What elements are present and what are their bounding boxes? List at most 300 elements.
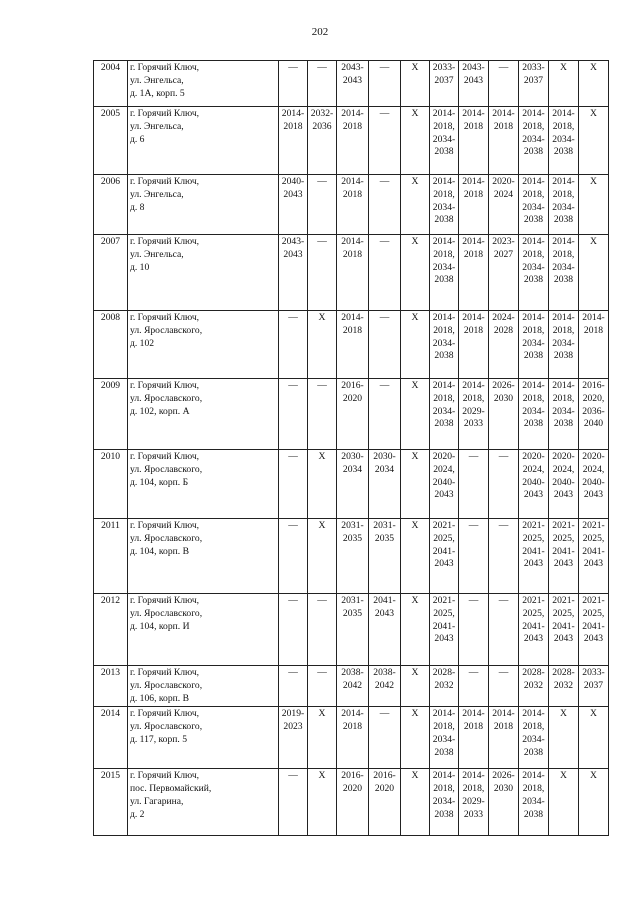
period-cell — [337, 311, 369, 379]
period-cell — [489, 519, 519, 594]
period-value: 2014- 2018 — [582, 312, 605, 336]
period-cell — [401, 107, 430, 175]
period-value: 2043- 2043 — [281, 236, 305, 260]
period-value: 2030- 2034 — [341, 451, 364, 475]
period-value: 2020- 2024, 2040- 2043 — [432, 451, 456, 501]
period-value: 2014- 2018 — [281, 108, 305, 132]
period-value: — — [288, 595, 298, 606]
period-value: 2014- 2018, 2034- 2038 — [552, 380, 575, 430]
period-value: 2014- 2018 — [341, 236, 364, 260]
period-cell — [401, 61, 430, 107]
period-cell — [519, 769, 549, 836]
period-cell — [369, 707, 401, 769]
period-value: — — [498, 451, 509, 462]
record-number: 2005 — [94, 107, 128, 175]
period-cell — [549, 61, 579, 107]
period-value: — — [317, 380, 327, 391]
period-cell — [337, 61, 369, 107]
period-cell — [337, 594, 369, 666]
period-value: X — [560, 62, 567, 73]
period-cell — [308, 666, 337, 707]
period-value: 2014- 2018, 2034- 2038 — [552, 176, 575, 226]
period-value: X — [590, 176, 597, 187]
period-value: 2016- 2020 — [341, 380, 364, 404]
period-value: 2040- 2043 — [281, 176, 305, 200]
period-cell — [369, 107, 401, 175]
period-value: — — [498, 595, 509, 606]
period-value: 2033- 2037 — [582, 667, 605, 691]
period-cell — [519, 107, 549, 175]
period-cell — [579, 519, 609, 594]
period-value: 2014- 2018, 2034- 2038 — [552, 312, 575, 362]
period-value: 2014- 2018, 2034- 2038 — [522, 770, 545, 820]
table-row — [94, 450, 609, 519]
period-value: 2014- 2018, 2034- 2038 — [432, 708, 456, 758]
period-value: 2014- 2018 — [341, 312, 364, 336]
period-value: 2033- 2037 — [432, 62, 456, 86]
period-cell — [489, 175, 519, 235]
address-cell: г. Горячий Ключ, ул. Ярославского, д. 102 — [128, 311, 279, 379]
period-cell — [489, 107, 519, 175]
period-value: 2014- 2018, 2034- 2038 — [432, 176, 456, 226]
table-row — [94, 235, 609, 311]
period-cell — [519, 707, 549, 769]
period-cell — [279, 175, 308, 235]
period-value: X — [411, 708, 419, 720]
period-cell — [401, 769, 430, 836]
period-cell — [549, 235, 579, 311]
period-value: — — [379, 380, 390, 391]
period-value: X — [590, 236, 597, 247]
period-value: — — [379, 312, 390, 323]
table-body — [94, 61, 609, 836]
period-value: 2014- 2018 — [462, 708, 485, 733]
period-value: 2020- 2024, 2040- 2043 — [552, 451, 575, 501]
period-value: — — [288, 667, 298, 678]
period-cell — [308, 379, 337, 450]
period-cell — [579, 311, 609, 379]
period-value: X — [560, 770, 567, 782]
period-value: 2032- 2036 — [310, 108, 334, 132]
table-row — [94, 107, 609, 175]
period-value: — — [288, 770, 298, 782]
period-cell — [337, 450, 369, 519]
period-value: — — [379, 236, 390, 247]
period-cell — [279, 450, 308, 519]
period-cell — [549, 311, 579, 379]
period-cell — [579, 107, 609, 175]
address-cell: г. Горячий Ключ, ул. Ярославского, д. 104, корп. И — [128, 594, 279, 666]
period-value: 2043- 2043 — [462, 62, 485, 86]
period-cell — [308, 61, 337, 107]
record-number: 2011 — [94, 519, 128, 594]
period-cell — [369, 235, 401, 311]
period-cell — [279, 519, 308, 594]
period-value: X — [318, 312, 326, 323]
period-value: 2030- 2034 — [373, 451, 396, 475]
period-value: 2016- 2020 — [373, 770, 396, 795]
period-cell — [308, 107, 337, 175]
period-cell — [459, 450, 489, 519]
period-cell — [519, 61, 549, 107]
period-value: X — [590, 708, 597, 720]
period-value: 2014- 2018 — [492, 708, 515, 733]
period-value: 2014- 2018 — [462, 236, 485, 260]
period-value: X — [411, 312, 419, 323]
period-value: X — [590, 108, 597, 119]
period-cell — [369, 769, 401, 836]
period-value: 2016- 2020, 2036- 2040 — [582, 380, 605, 430]
period-value: 2031- 2035 — [341, 520, 364, 544]
record-number: 2006 — [94, 175, 128, 235]
period-cell — [430, 594, 459, 666]
period-cell — [579, 235, 609, 311]
period-value: 2028- 2032 — [522, 667, 545, 691]
period-cell — [401, 519, 430, 594]
address-cell: г. Горячий Ключ, ул. Ярославского, д. 117, корп. 5 — [128, 707, 279, 769]
period-cell — [430, 450, 459, 519]
period-cell — [369, 311, 401, 379]
table-row — [94, 61, 609, 107]
period-cell — [401, 707, 430, 769]
table-row — [94, 175, 609, 235]
record-number: 2008 — [94, 311, 128, 379]
period-cell — [579, 666, 609, 707]
record-number: 2013 — [94, 666, 128, 707]
period-cell — [337, 707, 369, 769]
period-cell — [459, 61, 489, 107]
period-value: 2028- 2032 — [552, 667, 575, 691]
period-value: 2020- 2024, 2040- 2043 — [522, 451, 545, 501]
table-row — [94, 379, 609, 450]
period-value: 2016- 2020 — [341, 770, 364, 795]
address-cell: г. Горячий Ключ, ул. Энгельса, д. 10 — [128, 235, 279, 311]
table-row — [94, 769, 609, 836]
period-value: 2014- 2018, 2034- 2038 — [522, 176, 545, 226]
period-cell — [430, 235, 459, 311]
period-cell — [549, 379, 579, 450]
address-cell: г. Горячий Ключ, ул. Ярославского, д. 106, корп. В — [128, 666, 279, 707]
period-cell — [430, 107, 459, 175]
period-cell — [489, 61, 519, 107]
period-cell — [401, 450, 430, 519]
period-value: 2020- 2024, 2040- 2043 — [582, 451, 605, 501]
period-value: 2021- 2025, 2041- 2043 — [582, 520, 605, 570]
period-value: 2026- 2030 — [492, 380, 515, 404]
period-value: — — [468, 595, 479, 606]
period-value: 2041- 2043 — [373, 595, 396, 619]
period-cell — [579, 61, 609, 107]
period-cell — [430, 519, 459, 594]
period-value: — — [468, 520, 479, 531]
period-cell — [459, 107, 489, 175]
period-value: — — [498, 667, 509, 678]
period-cell — [519, 450, 549, 519]
period-value: — — [498, 520, 509, 531]
period-value: — — [317, 236, 327, 247]
period-cell — [308, 519, 337, 594]
period-cell — [308, 175, 337, 235]
period-cell — [308, 311, 337, 379]
period-cell — [579, 450, 609, 519]
record-number: 2012 — [94, 594, 128, 666]
period-value: 2014- 2018, 2029- 2033 — [462, 770, 485, 820]
period-cell — [337, 379, 369, 450]
period-value: 2020- 2024 — [492, 176, 515, 200]
period-cell — [489, 594, 519, 666]
period-cell — [401, 379, 430, 450]
address-cell: г. Горячий Ключ, ул. Энгельса, д. 6 — [128, 107, 279, 175]
period-value: X — [411, 595, 419, 606]
period-cell — [549, 666, 579, 707]
period-cell — [337, 235, 369, 311]
period-value: 2014- 2018, 2029- 2033 — [462, 380, 485, 430]
period-value: 2023- 2027 — [492, 236, 515, 260]
period-value: X — [411, 451, 419, 462]
table-row — [94, 707, 609, 769]
period-value: 2021- 2025, 2041- 2043 — [432, 520, 456, 570]
period-value: 2031- 2035 — [341, 595, 364, 619]
period-value: X — [411, 176, 419, 187]
period-value: X — [318, 520, 326, 531]
period-value: X — [318, 451, 326, 462]
period-cell — [279, 769, 308, 836]
period-value: 2014- 2018, 2034- 2038 — [552, 108, 575, 158]
period-value: — — [468, 667, 479, 678]
period-cell — [369, 379, 401, 450]
period-cell — [308, 450, 337, 519]
period-value: 2014- 2018, 2034- 2038 — [522, 236, 545, 286]
period-cell — [549, 107, 579, 175]
period-cell — [549, 707, 579, 769]
period-value: 2028- 2032 — [432, 667, 456, 691]
period-value: X — [411, 520, 419, 531]
period-cell — [308, 769, 337, 836]
period-cell — [459, 594, 489, 666]
period-value: — — [379, 176, 390, 187]
address-cell: г. Горячий Ключ, ул. Ярославского, д. 104, корп. В — [128, 519, 279, 594]
period-cell — [489, 450, 519, 519]
period-value: — — [288, 62, 298, 73]
period-value: — — [288, 312, 298, 323]
period-cell — [489, 311, 519, 379]
period-value: X — [411, 380, 419, 391]
period-cell — [279, 235, 308, 311]
period-cell — [519, 235, 549, 311]
period-cell — [430, 61, 459, 107]
period-cell — [369, 61, 401, 107]
table-row — [94, 666, 609, 707]
address-cell: г. Горячий Ключ, ул. Ярославского, д. 104, корп. Б — [128, 450, 279, 519]
period-value: 2014- 2018, 2034- 2038 — [432, 312, 456, 362]
period-cell — [459, 666, 489, 707]
period-value: — — [379, 108, 390, 119]
record-number: 2007 — [94, 235, 128, 311]
period-cell — [401, 235, 430, 311]
period-value: X — [318, 708, 326, 720]
period-value: 2043- 2043 — [341, 62, 364, 86]
period-value: 2014- 2018, 2034- 2038 — [522, 312, 545, 362]
period-cell — [401, 311, 430, 379]
period-value: 2021- 2025, 2041- 2043 — [522, 520, 545, 570]
period-value: 2033- 2037 — [522, 62, 545, 86]
period-cell — [369, 666, 401, 707]
period-cell — [549, 175, 579, 235]
period-value: 2014- 2018 — [341, 176, 364, 200]
period-cell — [430, 379, 459, 450]
period-value: X — [411, 667, 419, 678]
period-cell — [579, 175, 609, 235]
period-cell — [337, 769, 369, 836]
period-cell — [549, 519, 579, 594]
period-value: 2038- 2042 — [341, 667, 364, 691]
table-row — [94, 519, 609, 594]
period-value: — — [379, 708, 390, 720]
period-value: 2014- 2018, 2034- 2038 — [432, 108, 456, 158]
address-cell: г. Горячий Ключ, ул. Энгельса, д. 8 — [128, 175, 279, 235]
period-cell — [308, 235, 337, 311]
period-value: 2014- 2018, 2034- 2038 — [432, 770, 456, 820]
period-cell — [430, 175, 459, 235]
period-value: 2014- 2018 — [492, 108, 515, 132]
period-value: X — [318, 770, 326, 782]
period-cell — [279, 107, 308, 175]
housing-registry-table — [93, 60, 609, 836]
record-number: 2004 — [94, 61, 128, 107]
period-value: X — [411, 108, 419, 119]
period-cell — [430, 769, 459, 836]
period-value: — — [317, 595, 327, 606]
period-cell — [489, 379, 519, 450]
period-value: — — [288, 520, 298, 531]
period-cell — [549, 594, 579, 666]
period-cell — [459, 379, 489, 450]
period-value: 2021- 2025, 2041- 2043 — [432, 595, 456, 645]
period-cell — [459, 519, 489, 594]
record-number: 2015 — [94, 769, 128, 836]
period-cell — [430, 311, 459, 379]
period-cell — [459, 311, 489, 379]
address-cell: г. Горячий Ключ, ул. Энгельса, д. 1А, корп. 5 — [128, 61, 279, 107]
period-cell — [369, 519, 401, 594]
period-cell — [519, 311, 549, 379]
period-cell — [579, 707, 609, 769]
period-value: — — [317, 62, 327, 73]
period-cell — [279, 666, 308, 707]
period-cell — [337, 175, 369, 235]
period-value: X — [411, 236, 419, 247]
period-value: — — [317, 667, 327, 678]
record-number: 2009 — [94, 379, 128, 450]
period-cell — [549, 450, 579, 519]
period-cell — [489, 707, 519, 769]
period-cell — [519, 519, 549, 594]
period-value: 2014- 2018, 2034- 2038 — [522, 380, 545, 430]
record-number: 2014 — [94, 707, 128, 769]
period-value: — — [379, 62, 390, 73]
period-cell — [279, 594, 308, 666]
period-value: 2014- 2018 — [341, 108, 364, 132]
period-cell — [489, 235, 519, 311]
period-cell — [489, 769, 519, 836]
period-cell — [279, 707, 308, 769]
period-value: X — [411, 62, 419, 73]
period-cell — [401, 175, 430, 235]
period-value: — — [317, 176, 327, 187]
period-cell — [337, 666, 369, 707]
period-cell — [579, 379, 609, 450]
period-cell — [459, 175, 489, 235]
period-cell — [369, 450, 401, 519]
period-cell — [519, 379, 549, 450]
period-value: 2014- 2018 — [462, 176, 485, 200]
period-cell — [430, 666, 459, 707]
period-cell — [519, 594, 549, 666]
period-cell — [279, 379, 308, 450]
period-cell — [489, 666, 519, 707]
page-number: 202 — [311, 26, 329, 38]
period-value: 2014- 2018 — [462, 312, 485, 336]
address-cell: г. Горячий Ключ, пос. Первомайский, ул. Гагарина, д. 2 — [128, 769, 279, 836]
period-cell — [308, 707, 337, 769]
period-value: 2024- 2028 — [492, 312, 515, 336]
period-value: 2021- 2025, 2041- 2043 — [522, 595, 545, 645]
period-cell — [459, 707, 489, 769]
period-value: X — [411, 770, 419, 782]
period-cell — [459, 235, 489, 311]
period-value: — — [498, 62, 509, 73]
period-value: 2021- 2025, 2041- 2043 — [552, 520, 575, 570]
period-cell — [369, 594, 401, 666]
period-value: X — [590, 770, 597, 782]
period-cell — [549, 769, 579, 836]
period-cell — [579, 594, 609, 666]
period-cell — [401, 666, 430, 707]
period-value: X — [560, 708, 567, 720]
period-cell — [519, 175, 549, 235]
period-value: 2021- 2025, 2041- 2043 — [582, 595, 605, 645]
period-value: — — [288, 451, 298, 462]
period-cell — [337, 107, 369, 175]
period-cell — [279, 61, 308, 107]
period-cell — [579, 769, 609, 836]
period-value: 2014- 2018, 2034- 2038 — [522, 108, 545, 158]
period-value: 2014- 2018, 2034- 2038 — [522, 708, 545, 758]
period-value: X — [590, 62, 597, 73]
period-value: — — [468, 451, 479, 462]
table-row — [94, 594, 609, 666]
period-cell — [369, 175, 401, 235]
period-value: 2014- 2018, 2034- 2038 — [552, 236, 575, 286]
table-row — [94, 311, 609, 379]
period-value: 2014- 2018 — [462, 108, 485, 132]
period-value: 2014- 2018, 2034- 2038 — [432, 236, 456, 286]
address-cell: г. Горячий Ключ, ул. Ярославского, д. 102, корп. А — [128, 379, 279, 450]
period-value: 2014- 2018 — [341, 708, 364, 733]
period-cell — [459, 769, 489, 836]
record-number: 2010 — [94, 450, 128, 519]
period-value: — — [288, 380, 298, 391]
period-value: 2031- 2035 — [373, 520, 396, 544]
period-cell — [308, 594, 337, 666]
period-cell — [279, 311, 308, 379]
period-cell — [519, 666, 549, 707]
period-cell — [401, 594, 430, 666]
period-value: 2038- 2042 — [373, 667, 396, 691]
period-cell — [337, 519, 369, 594]
period-value: 2021- 2025, 2041- 2043 — [552, 595, 575, 645]
period-value: 2019- 2023 — [281, 708, 305, 733]
